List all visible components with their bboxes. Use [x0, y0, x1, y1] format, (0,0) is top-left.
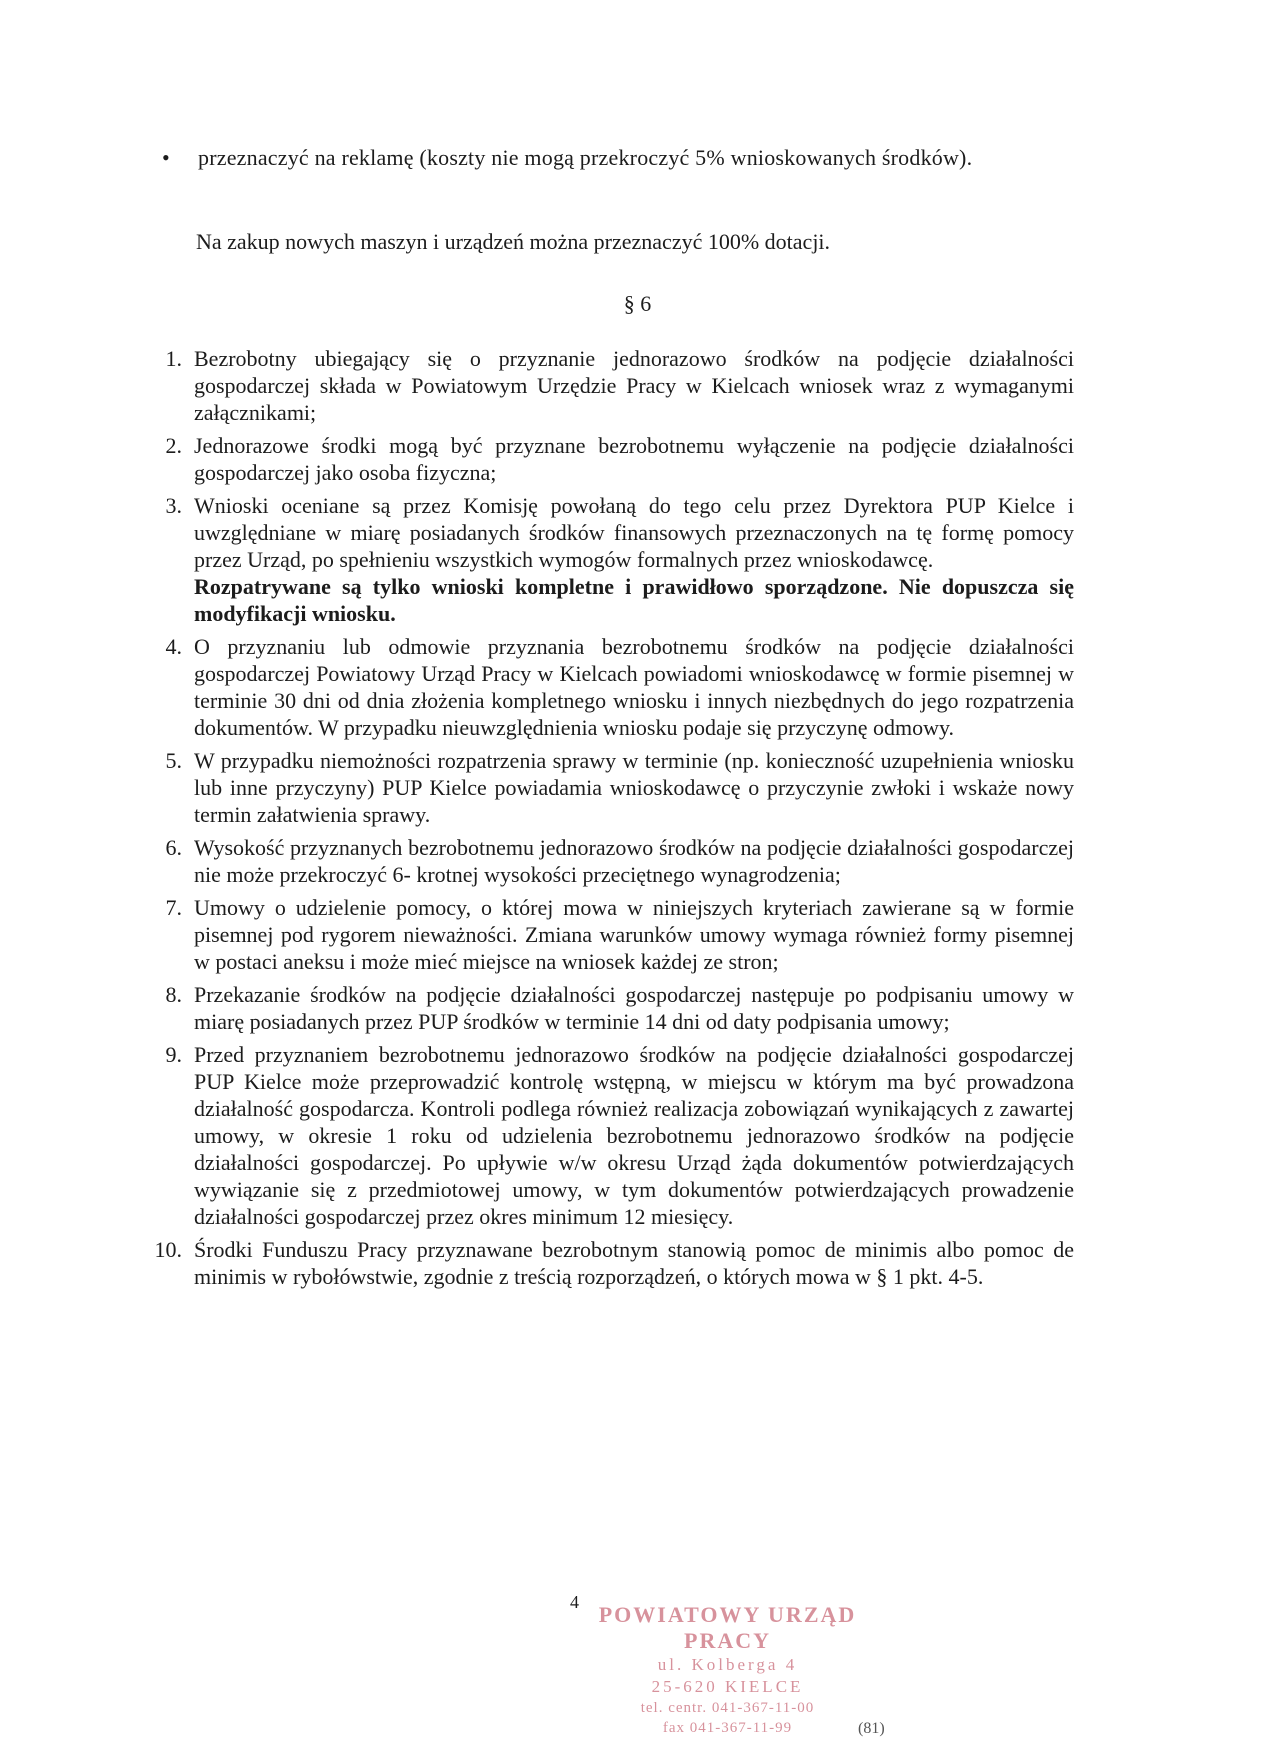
item-number: 4. — [165, 634, 182, 659]
bullet-text: przeznaczyć na reklamę (koszty nie mogą przekroczyć 5% wnioskowanych środków). — [198, 145, 973, 170]
item-text: Przed przyznaniem bezrobotnemu jednorazowo środków na podjęcie działalności gospodarczej PUP Kielce może przeprowadzić kontrolę wstępną, w miejscu w którym ma być prowadzona działalność gospodarcza. Kontroli podlega również realizacja zobowiązań wynikających z zawartej umowy, w okresie 1 roku od udzielenia bezrobotnemu jednorazowo środków na podjęcie działalności gospodarczej. Po upływie w/w okresu Urząd żąda dokumentów potwierdzających wywiązanie się z przedmiotowej umowy, w tym dokumentów potwierdzających prowadzenie działalności gospodarczej przez okres minimum 12 miesięcy. — [194, 1042, 1074, 1229]
list-item-3 — [140, 492, 1074, 627]
item-body — [194, 492, 1074, 627]
item-number: 7. — [165, 895, 182, 920]
list-item-2 — [140, 432, 1074, 486]
footer-code: (81) — [858, 1720, 885, 1737]
item-text: Umowy o udzielenie pomocy, o której mowa w niniejszych kryteriach zawierane są w formie pisemnej pod rygorem nieważności. Zmiana warunków umowy wymaga również formy pisemnej w postaci aneksu i może mieć miejsce na wniosek każdej ze stron; — [194, 895, 1074, 974]
item-text: W przypadku niemożności rozpatrzenia sprawy w terminie (np. konieczność uzupełnienia wniosku lub inne przyczyny) PUP Kielce powiadamia wnioskodawcę o przyczynie zwłoki i wskaże nowy termin załatwienia sprawy. — [194, 748, 1074, 827]
stamp-fax: fax 041-367-11-99 — [662, 1720, 793, 1736]
item-number: 6. — [165, 835, 182, 860]
item-text: Jednorazowe środki mogą być przyznane bezrobotnemu wyłączenie na podjęcie działalności gospodarczej jako osoba fizyczna; — [194, 433, 1074, 485]
list-item-1 — [140, 345, 1074, 426]
bullet-item — [160, 144, 1060, 172]
bullet-symbol: • — [162, 145, 170, 170]
list-item-4 — [140, 633, 1074, 741]
item-number: 2. — [165, 433, 182, 458]
item-number: 8. — [165, 982, 182, 1007]
item-number: 1. — [165, 346, 182, 371]
item-number: 3. — [165, 493, 182, 518]
item-number: 5. — [165, 748, 182, 773]
list-item-6 — [140, 834, 1074, 888]
bullet-list — [160, 144, 1060, 172]
page-number: 4 — [570, 1592, 579, 1612]
list-item-8 — [140, 981, 1074, 1035]
stamp-office-name: POWIATOWY URZĄD PRACY — [598, 1602, 857, 1653]
item-text: Przekazanie środków na podjęcie działalności gospodarczej następuje po podpisaniu umowy w miarę posiadanych przez PUP środków w terminie 14 dni od daty podpisania umowy; — [194, 982, 1074, 1034]
list-item-5 — [140, 747, 1074, 828]
item-number: 9. — [165, 1042, 182, 1067]
item-text: O przyznaniu lub odmowie przyznania bezrobotnemu środków na podjęcie działalności gospodarczej Powiatowy Urząd Pracy w Kielcach powiadomi wnioskodawcę w formie pisemnej w terminie 30 dni od dnia złożenia kompletnego wniosku i innych niezbędnych do jego rozpatrzenia dokumentów. W przypadku nieuwzględnienia wniosku podaje się przyczynę odmowy. — [194, 634, 1074, 740]
item-text: Środki Funduszu Pracy przyznawane bezrobotnym stanowią pomoc de minimis albo pomoc de minimis w rybołówstwie, zgodnie z treścią rozporządzeń, o których mowa w § 1 pkt. 4-5. — [194, 1237, 1074, 1289]
item-bold-note: Rozpatrywane są tylko wnioski kompletne i prawidłowo sporządzone. Nie dopuszcza się modyfikacji wniosku. — [194, 574, 1074, 626]
office-stamp — [555, 1602, 900, 1736]
stamp-city: 25-620 KIELCE — [651, 1677, 804, 1696]
section-heading: § 6 — [623, 291, 652, 316]
numbered-list — [140, 345, 1074, 1296]
item-text: Wysokość przyznanych bezrobotnemu jednorazowo środków na podjęcie działalności gospodarczej nie może przekroczyć 6- krotnej wysokości przeciętnego wynagrodzenia; — [194, 835, 1074, 887]
stamp-street: ul. Kolberga 4 — [657, 1655, 798, 1674]
list-item-7 — [140, 894, 1074, 975]
item-number: 10. — [154, 1237, 182, 1262]
list-item-10 — [140, 1236, 1074, 1290]
item-text: Wnioski oceniane są przez Komisję powołaną do tego celu przez Dyrektora PUP Kielce i uwzględniane w miarę posiadanych środków finansowych przeznaczonych na tę formę pomocy przez Urząd, po spełnieniu wszystkich wymogów formalnych przez wnioskodawcę. — [194, 493, 1074, 572]
list-item-9 — [140, 1041, 1074, 1230]
stamp-phone: tel. centr. 041-367-11-00 — [640, 1700, 815, 1716]
item-text: Bezrobotny ubiegający się o przyznanie jednorazowo środków na podjęcie działalności gospodarczej składa w Powiatowym Urzędzie Pracy w Kielcach wniosek wraz z wymaganymi załącznikami; — [194, 346, 1074, 425]
machinery-paragraph: Na zakup nowych maszyn i urządzeń można przeznaczyć 100% dotacji. — [196, 229, 831, 254]
